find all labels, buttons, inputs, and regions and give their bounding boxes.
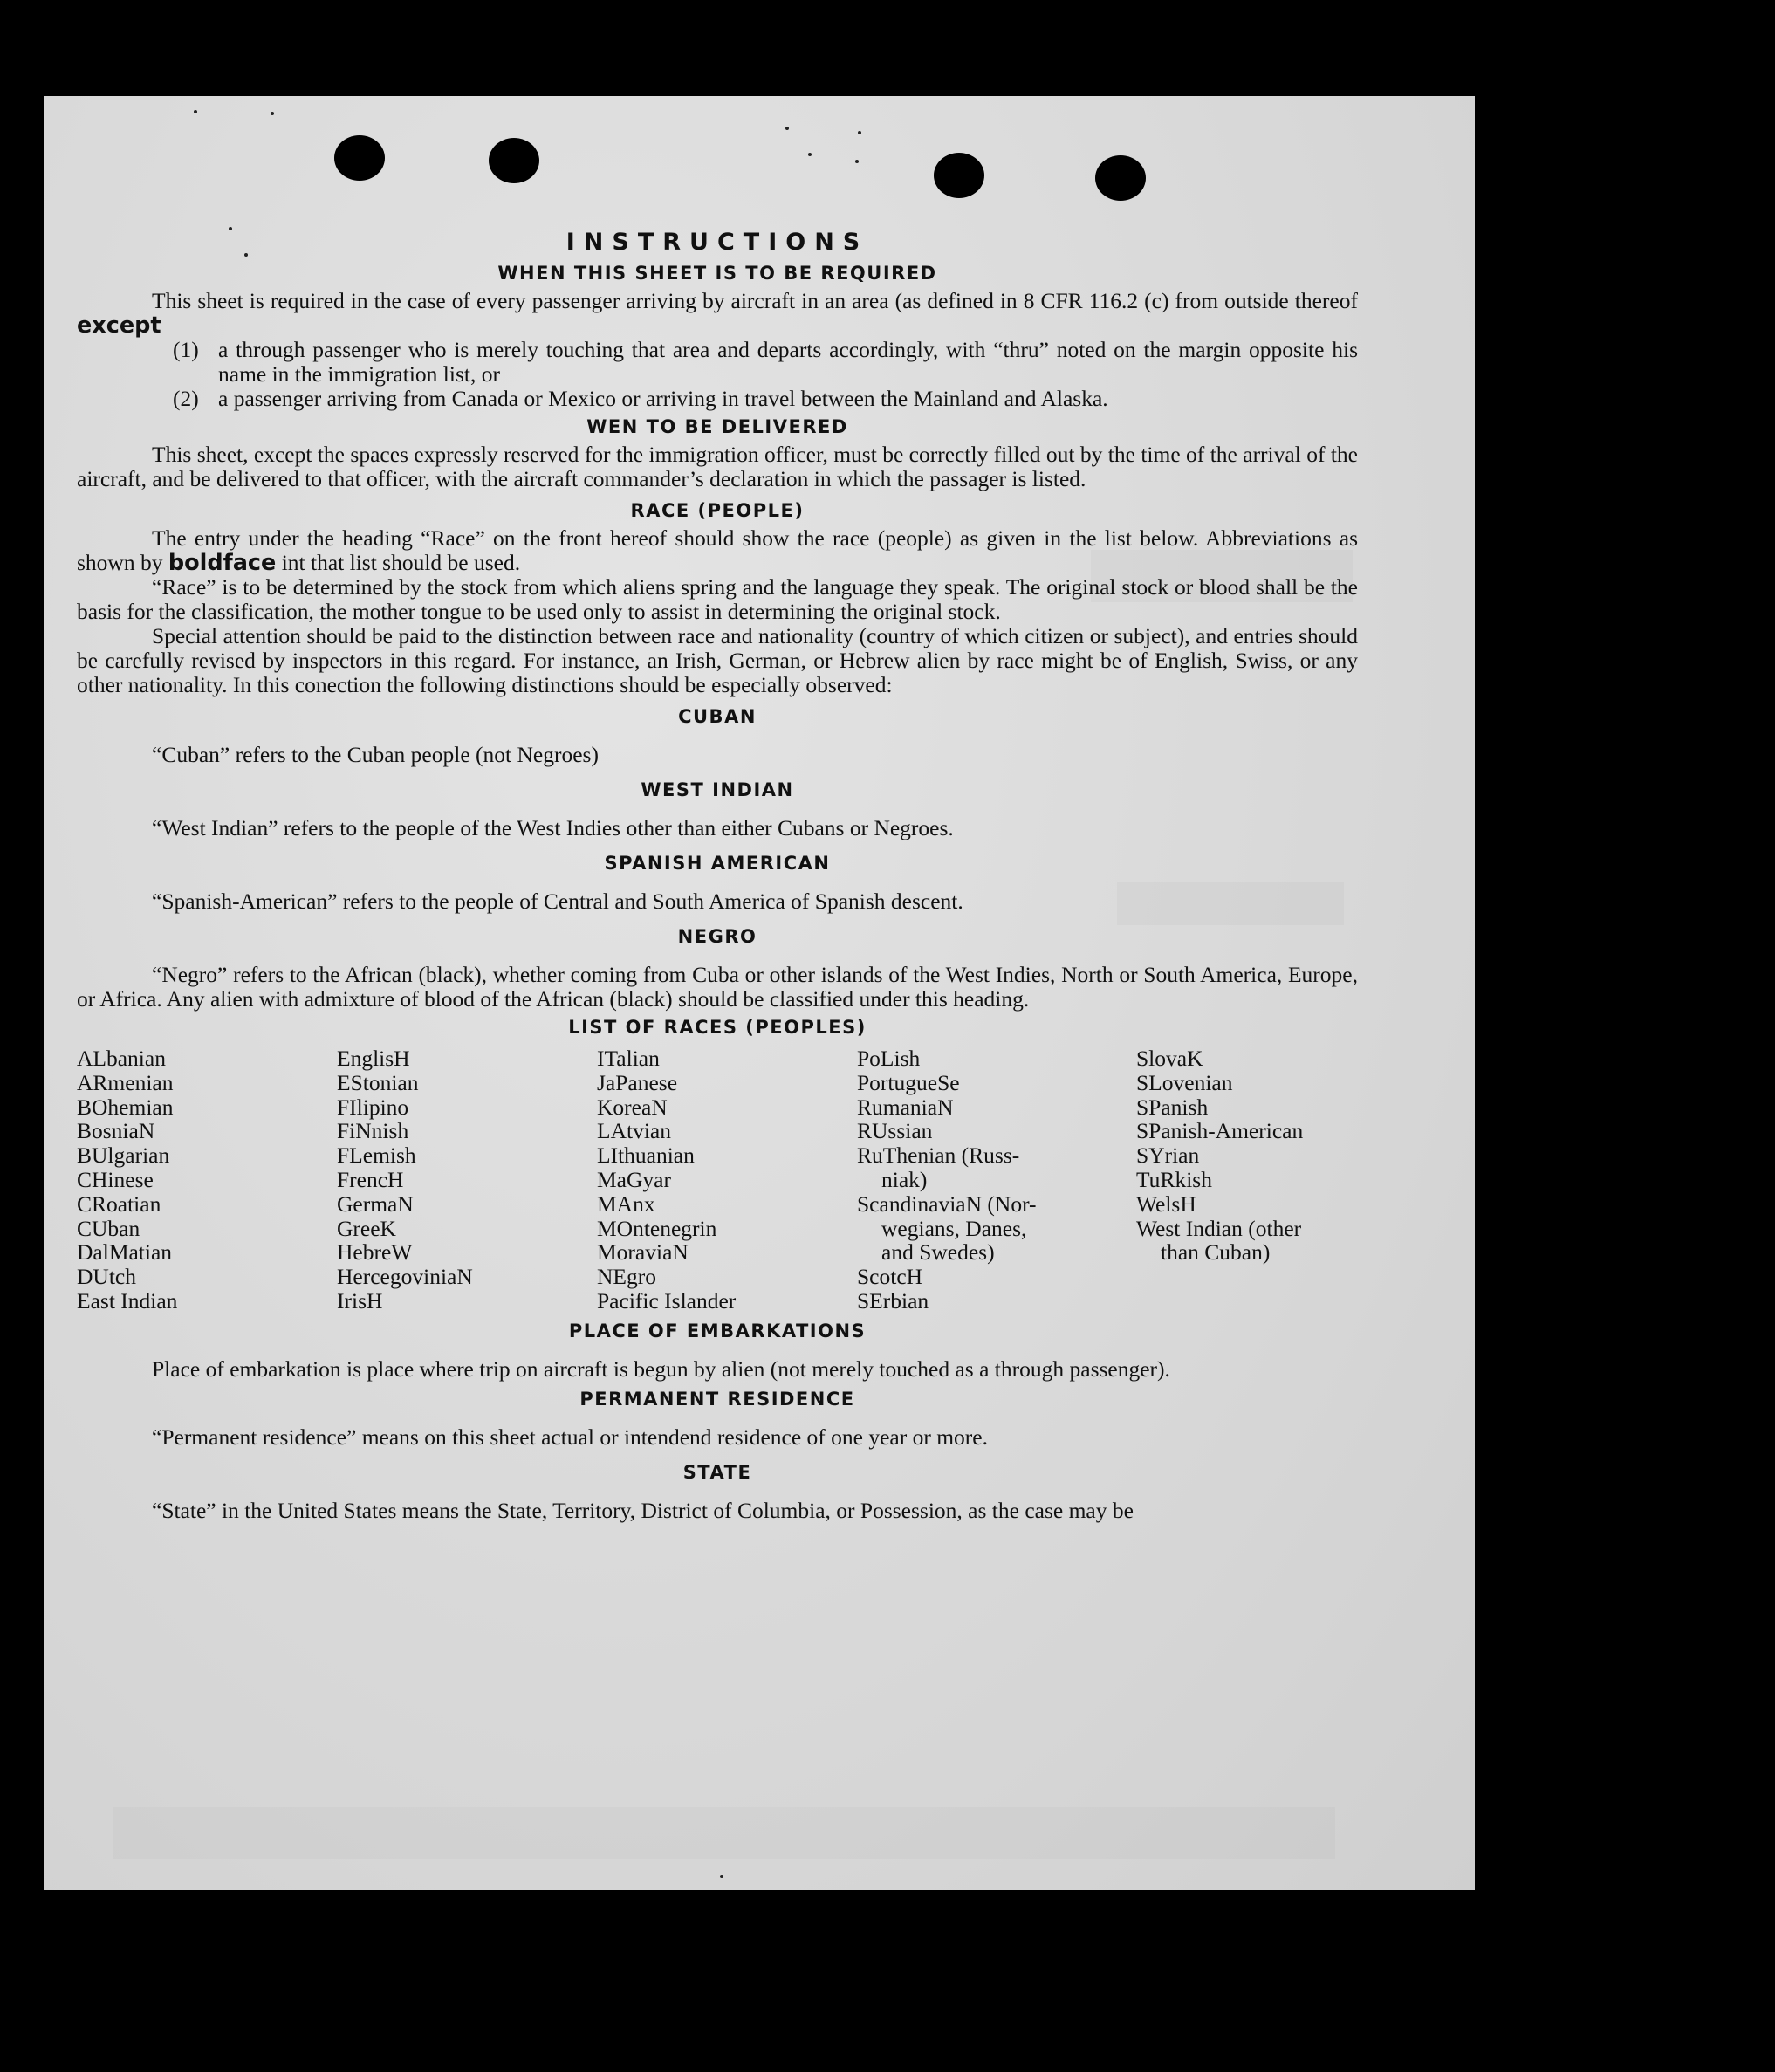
race-entry: SYrian [1136,1142,1200,1169]
race-entry: PoLish [857,1046,921,1071]
race-entry: JaPanese [597,1069,678,1095]
item-text: a passenger arriving from Canada or Mexico or arriving in travel between the Mainland and Alaska. [218,386,1108,411]
races-column-3 [597,1046,857,1314]
paragraph-spanish-american: “Spanish-American” refers to the people of Central and South America of Spanish descent. [152,888,963,914]
race-entry: GreeK [337,1215,396,1241]
race-entry-continued: and Swedes) [881,1239,995,1266]
list-item [173,338,1358,387]
speck [855,160,859,163]
paragraph-state: “State” in the United States means the State, Territory, District of Columbia, or Possession, as the case may be [152,1497,1134,1523]
race-entry: MAnx [597,1190,655,1217]
race-entry: RumaniaN [857,1094,954,1120]
race-entry: ITalian [597,1046,660,1071]
race-entry: NEgro [597,1264,656,1290]
race-entry: PortugueSe [857,1069,960,1095]
race-entry: DalMatian [77,1239,173,1266]
race-entry: ScandinaviaN (Nor- [857,1190,1037,1217]
race-entry: HercegoviniaN [337,1264,473,1290]
section-heading-west-indian: WEST INDIAN [641,779,794,800]
section-heading-cuban: CUBAN [678,706,757,727]
race-entry: EStonian [337,1069,419,1095]
punch-hole [489,138,539,183]
speck [858,131,861,134]
race-entry: GermaN [337,1190,414,1217]
race-entry: SLovenian [1136,1069,1233,1095]
race-entry: LIthuanian [597,1142,695,1169]
race-entry: CUban [77,1215,140,1241]
races-column-5 [1136,1046,1358,1314]
speck [271,112,274,115]
race-entry: FrencH [337,1166,404,1192]
paragraph-required-intro [77,289,1358,338]
section-heading-state: STATE [682,1461,752,1483]
bold-except: except [77,312,161,339]
race-entry: RuThenian (Russ- [857,1142,1020,1169]
race-entry: SPanish [1136,1094,1209,1120]
section-heading-negro: NEGRO [677,926,757,947]
races-column-1 [77,1046,337,1314]
race-entry: Pacific Islander [597,1287,737,1314]
text: This sheet is required in the case of every passenger arriving by aircraft in an area (as defined in 8 CFR 116.2 (c) from outside thereof [152,288,1358,313]
instructions-content [77,229,1358,1523]
race-entry: East Indian [77,1287,178,1314]
race-entry-continued: niak) [881,1166,928,1192]
race-entry: CRoatian [77,1190,161,1217]
races-column-2 [337,1046,597,1314]
race-entry: SPanish-American [1136,1118,1304,1144]
speck [194,110,197,113]
speck [808,153,812,156]
section-heading-required: WHEN THIS SHEET IS TO BE REQUIRED [497,263,937,284]
race-entry-continued: wegians, Danes, [881,1215,1027,1241]
race-entry: West Indian (other [1136,1215,1302,1241]
race-entry: HebreW [337,1239,413,1266]
race-entry: BosniaN [77,1118,155,1144]
section-heading-delivered: WEN TO BE DELIVERED [586,416,848,437]
text: The entry under the heading “Race” on the front hereof should show the race (people) as given in the list below. Abbreviations as shown by [77,525,1358,575]
race-entry: SErbian [857,1287,929,1314]
speck [785,127,789,130]
race-entry: DUtch [77,1264,136,1290]
film-speck [1616,805,1621,817]
document-sheet [44,96,1475,1890]
paragraph-residence: “Permanent residence” means on this sheet actual or intendend residence of one year or more. [152,1424,988,1450]
race-entry: MoraviaN [597,1239,689,1266]
race-entry: ALbanian [77,1046,166,1071]
paragraph-cuban: “Cuban” refers to the Cuban people (not Negroes) [152,742,599,767]
section-heading-residence: PERMANENT RESIDENCE [579,1388,855,1410]
punch-hole [934,153,984,198]
section-heading-embarkation: PLACE OF EMBARKATIONS [568,1320,867,1341]
race-entry: KoreaN [597,1094,668,1120]
speck [720,1875,723,1878]
item-text: a through passenger who is merely touching that area and departs accordingly, with “thru” noted on the margin opposite his name in the immigration list, or [218,337,1358,387]
page-title: INSTRUCTIONS [565,229,869,256]
paragraph-race-3: Special attention should be paid to the distinction between race and nationality (country of which citizen or subject), and entries should be carefully revised by inspectors in this regard. For instance, an Irish, German, or Hebrew alien by race might be of English, Swiss, or any other nationality. In this conection the following distinctions should be especially observed: [77,623,1358,697]
race-entry: BOhemian [77,1094,174,1120]
item-number: (1) [173,337,199,362]
race-entry: RUssian [857,1118,933,1144]
bold-boldface: boldface [168,550,277,576]
race-entry-continued: than Cuban) [1161,1239,1271,1266]
paragraph-race-1 [77,526,1358,575]
race-entry: MOntenegrin [597,1215,717,1241]
punch-hole [1095,155,1146,201]
race-entry: CHinese [77,1166,154,1192]
race-entry: ScotcH [857,1264,923,1290]
paragraph-delivered: This sheet, except the spaces expressly reserved for the immigration officer, must be correctly filled out by the time of the arrival of the aircraft, and be delivered to that officer, with the aircraft commander’s declaration in which the passager is listed. [77,442,1358,491]
race-entry: MaGyar [597,1166,671,1192]
bleed-through-mark [113,1807,1335,1859]
races-list [77,1046,1358,1314]
item-number: (2) [173,386,199,411]
race-entry: IrisH [337,1287,383,1314]
text: int that list should be used. [281,550,521,575]
race-entry: LAtvian [597,1118,671,1144]
punch-hole [334,135,385,181]
paragraph-embarkation: Place of embarkation is place where trip on aircraft is begun by alien (not merely touched as a through passenger). [152,1355,1170,1382]
race-entry: ARmenian [77,1069,174,1095]
race-entry: SlovaK [1136,1046,1203,1071]
race-entry: EnglisH [337,1046,410,1071]
race-entry: FLemish [337,1142,416,1169]
races-column-4 [857,1046,1136,1314]
paragraph-west-indian: “West Indian” refers to the people of the West Indies other than either Cubans or Negroes. [152,815,954,840]
race-entry: BUlgarian [77,1142,170,1169]
section-heading-race: RACE (PEOPLE) [630,500,805,521]
list-item [173,387,1358,411]
race-entry: FiNnish [337,1118,409,1144]
section-heading-list-of-races: LIST OF RACES (PEOPLES) [568,1017,867,1038]
race-entry: FIlipino [337,1094,409,1120]
race-entry: WelsH [1136,1190,1196,1217]
paragraph-negro: “Negro” refers to the African (black), whether coming from Cuba or other islands of the West Indies, North or South America, Europe, or Africa. Any alien with admixture of blood of the African (black) should be classified under this heading. [77,962,1358,1012]
paragraph-race-2: “Race” is to be determined by the stock from which aliens spring and the language they speak. The original stock or blood shall be the basis for the classification, the mother tongue to be used only to assist in determining the original stock. [77,574,1358,624]
race-entry: TuRkish [1136,1166,1212,1192]
section-heading-spanish-american: SPANISH AMERICAN [604,853,831,874]
